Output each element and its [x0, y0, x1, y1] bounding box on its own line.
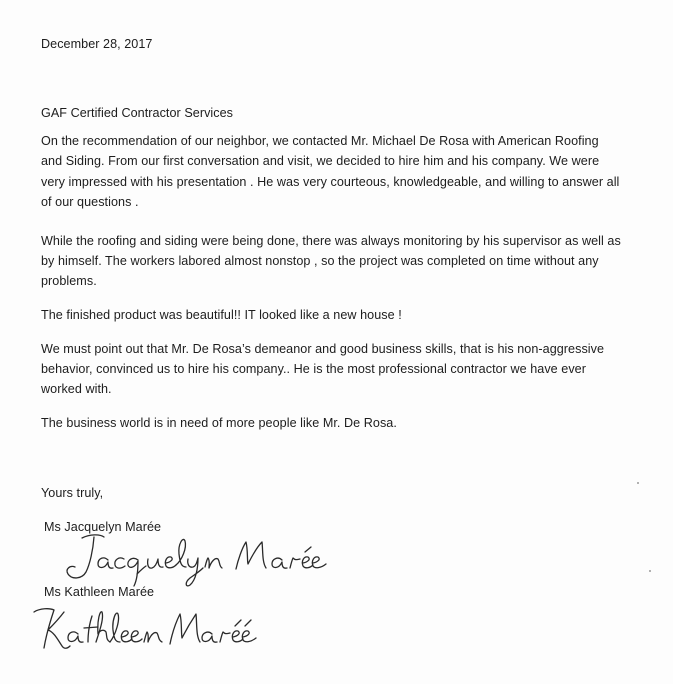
paragraph3-line1: The finished product was beautiful!! IT looked like a new house !	[41, 308, 402, 322]
signer1-name: Ms Jacquelyn Marée	[44, 520, 162, 534]
paragraph4-line2: behavior, convinced us to hire his company.. He is the most professional contractor we have ever	[41, 362, 586, 376]
paragraph4-line1: We must point out that Mr. De Rosa’s demeanor and good business skills, that is his non-aggressive	[41, 342, 605, 356]
scan-speck	[649, 570, 651, 572]
letter-recipient: GAF Certified Contractor Services	[41, 106, 234, 120]
paragraph2-line1: While the roofing and siding were being done, there was always monitoring by his supervisor as well as	[41, 234, 621, 248]
paragraph1-line3: very impressed with his presentation . He was very courteous, knowledgeable, and willing to answer all	[41, 175, 620, 189]
paragraph5-line1: The business world is in need of more people like Mr. De Rosa.	[41, 416, 397, 430]
signature-kathleen	[30, 600, 270, 660]
scan-speck	[637, 482, 639, 484]
letter-date: December 28, 2017	[41, 37, 153, 51]
paragraph2-line2: by himself. The workers labored almost nonstop , so the project was completed on time without any	[41, 254, 599, 268]
signer2-name: Ms Kathleen Marée	[44, 585, 155, 599]
paragraph2-line3: problems.	[41, 274, 97, 288]
signature-jacquelyn	[60, 530, 350, 590]
paragraph1-line2: and Siding. From our first conversation and visit, we decided to hire him and his company. We were	[41, 154, 600, 168]
paragraph1-line4: of our questions .	[41, 195, 139, 209]
paragraph4-line3: worked with.	[41, 382, 112, 396]
paragraph1-line1: On the recommendation of our neighbor, we contacted Mr. Michael De Rosa with American Roofing	[41, 134, 599, 148]
closing: Yours truly,	[41, 486, 104, 500]
